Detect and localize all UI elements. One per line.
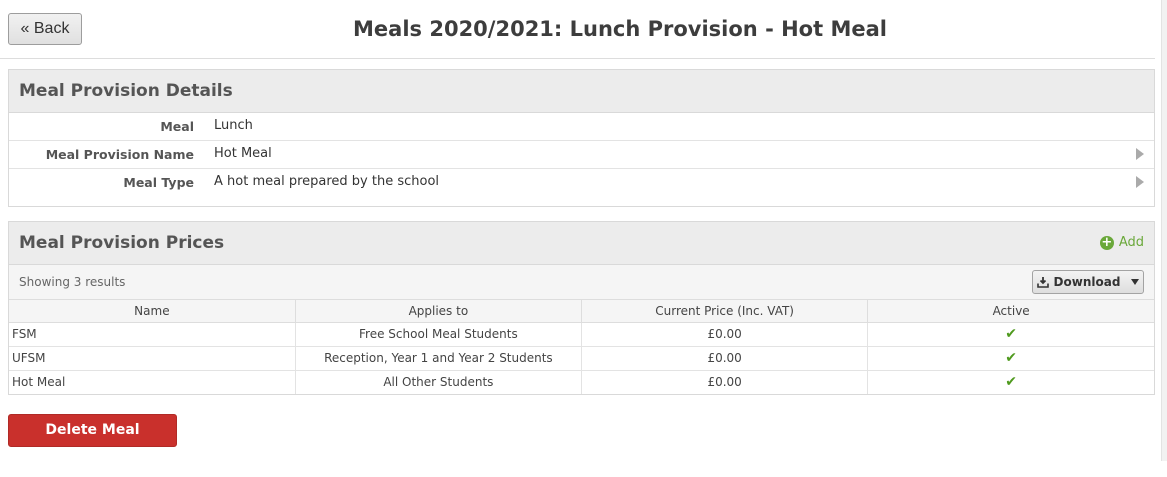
scrollbar-track[interactable] xyxy=(1161,0,1167,461)
cell-price: £0.00 xyxy=(582,370,868,394)
detail-value: A hot meal prepared by the school xyxy=(214,174,440,189)
column-header-name[interactable]: Name xyxy=(9,300,295,322)
delete-meal-provision-button[interactable]: Delete Meal Provision xyxy=(8,414,177,447)
cell-active xyxy=(868,346,1154,370)
download-icon xyxy=(1037,276,1049,288)
details-panel-header xyxy=(9,70,1154,113)
details-panel-title: Meal Provision Details xyxy=(19,81,233,101)
prices-panel-title: Meal Provision Prices xyxy=(19,233,225,253)
download-label: Download xyxy=(1053,275,1121,289)
results-count: Showing 3 results xyxy=(19,275,126,289)
page-title: Meals 2020/2021: Lunch Provision - Hot Meal xyxy=(353,17,887,41)
cell-name: UFSM xyxy=(9,346,295,370)
cell-price: £0.00 xyxy=(582,346,868,370)
meal-provision-details-panel xyxy=(8,69,1155,207)
detail-label: Meal Provision Name xyxy=(45,147,194,162)
chevron-right-icon[interactable] xyxy=(1136,148,1144,160)
detail-label: Meal xyxy=(160,119,194,134)
cell-price: £0.00 xyxy=(582,322,868,346)
cell-active xyxy=(868,322,1154,346)
table-header-row xyxy=(9,300,1154,322)
detail-row-meal xyxy=(9,113,1154,141)
table-row[interactable] xyxy=(9,370,1154,394)
cell-active xyxy=(868,370,1154,394)
results-toolbar xyxy=(9,265,1154,300)
download-button[interactable] xyxy=(1032,270,1144,294)
table-row[interactable] xyxy=(9,322,1154,346)
cell-applies-to: Free School Meal Students xyxy=(295,322,581,346)
detail-label: Meal Type xyxy=(123,175,194,190)
detail-value: Hot Meal xyxy=(214,146,272,161)
plus-circle-icon: + xyxy=(1101,234,1113,250)
meal-provision-prices-panel xyxy=(8,221,1155,395)
cell-applies-to: Reception, Year 1 and Year 2 Students xyxy=(295,346,581,370)
cell-name: Hot Meal xyxy=(9,370,295,394)
back-button[interactable]: « Back xyxy=(8,13,82,45)
add-label: Add xyxy=(1118,235,1144,250)
column-header-current-price[interactable]: Current Price (Inc. VAT) xyxy=(582,300,868,322)
column-header-active[interactable]: Active xyxy=(868,300,1154,322)
add-price-button[interactable] xyxy=(1100,235,1144,250)
table-row[interactable] xyxy=(9,346,1154,370)
detail-row-meal-type[interactable] xyxy=(9,169,1154,206)
detail-row-meal-provision-name[interactable] xyxy=(9,141,1154,169)
cell-applies-to: All Other Students xyxy=(295,370,581,394)
prices-panel-header xyxy=(9,222,1154,265)
check-icon: ✔ xyxy=(1005,374,1017,391)
chevron-right-icon[interactable] xyxy=(1136,176,1144,188)
check-icon: ✔ xyxy=(1005,326,1017,342)
prices-table xyxy=(9,300,1154,394)
chevron-down-icon xyxy=(1131,279,1139,285)
check-icon: ✔ xyxy=(1005,350,1017,366)
page-header xyxy=(0,0,1155,59)
cell-name: FSM xyxy=(9,322,295,346)
column-header-applies-to[interactable]: Applies to xyxy=(295,300,581,322)
detail-value: Lunch xyxy=(214,118,253,133)
